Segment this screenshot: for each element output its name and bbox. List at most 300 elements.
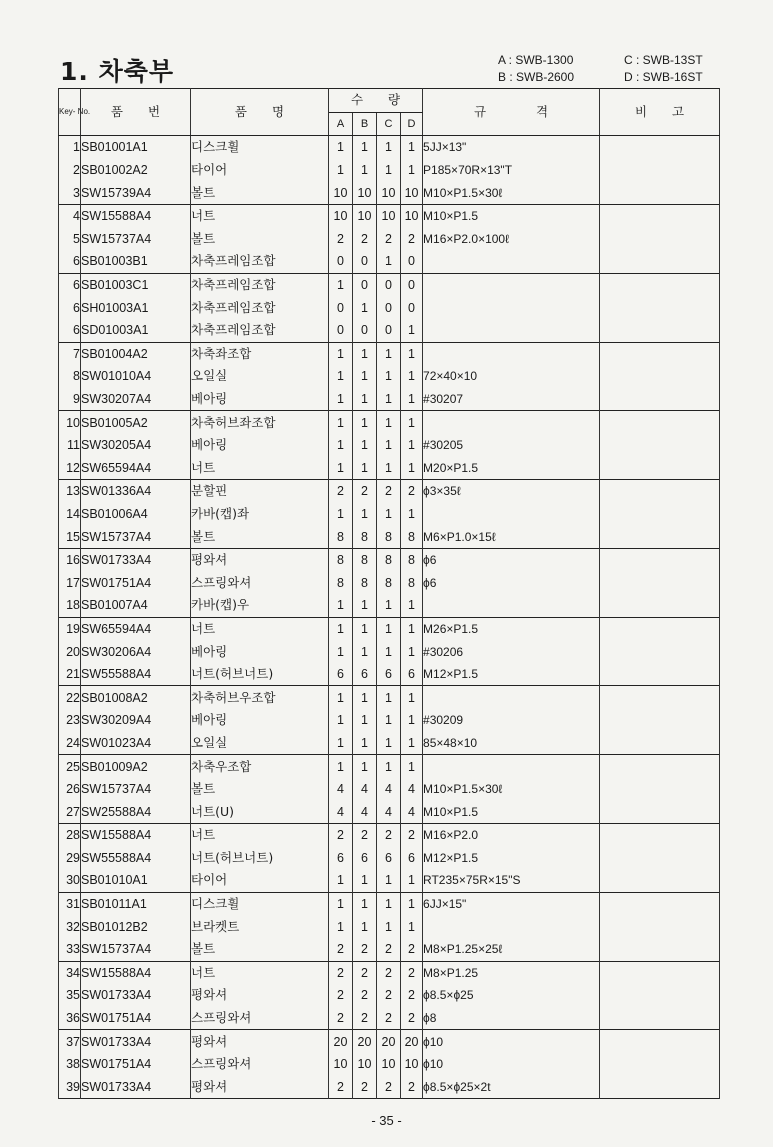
cell-part-no: SW15737A4 — [81, 228, 191, 251]
table-row — [59, 411, 720, 434]
cell-qty-b: 1 — [353, 640, 377, 663]
table-row — [59, 984, 720, 1007]
table-row — [59, 1007, 720, 1030]
cell-qty-d: 10 — [401, 181, 423, 204]
cell-remarks — [600, 915, 720, 938]
cell-part-name: 타이어 — [191, 159, 329, 182]
table-row — [59, 824, 720, 847]
cell-part-name: 볼트 — [191, 525, 329, 548]
table-row — [59, 159, 720, 182]
table-row — [59, 136, 720, 159]
cell-remarks — [600, 342, 720, 365]
cell-part-name: 카바(캡)좌 — [191, 503, 329, 526]
cell-qty-c: 1 — [377, 709, 401, 732]
cell-key-no: 13 — [59, 480, 81, 503]
cell-qty-a: 1 — [329, 709, 353, 732]
cell-part-name: 스프링와셔 — [191, 1007, 329, 1030]
cell-remarks — [600, 617, 720, 640]
cell-qty-c: 1 — [377, 594, 401, 617]
cell-qty-d: 1 — [401, 732, 423, 755]
cell-qty-a: 1 — [329, 411, 353, 434]
cell-spec — [423, 273, 600, 296]
cell-remarks — [600, 296, 720, 319]
cell-qty-c: 1 — [377, 457, 401, 480]
cell-spec: M10×P1.5×30ℓ — [423, 778, 600, 801]
cell-qty-c: 1 — [377, 250, 401, 273]
cell-remarks — [600, 961, 720, 984]
cell-qty-d: 2 — [401, 961, 423, 984]
table-row — [59, 847, 720, 870]
cell-key-no: 19 — [59, 617, 81, 640]
cell-qty-a: 10 — [329, 1053, 353, 1076]
table-row — [59, 961, 720, 984]
header-part-name: 품 명 — [191, 89, 329, 136]
page-number: - 35 - — [371, 1113, 402, 1128]
cell-qty-a: 1 — [329, 434, 353, 457]
cell-qty-d: 1 — [401, 640, 423, 663]
cell-part-no: SB01012B2 — [81, 915, 191, 938]
cell-qty-c: 1 — [377, 892, 401, 915]
table-row — [59, 319, 720, 342]
cell-qty-d: 1 — [401, 411, 423, 434]
cell-key-no: 15 — [59, 525, 81, 548]
cell-qty-d: 8 — [401, 571, 423, 594]
cell-qty-d: 1 — [401, 342, 423, 365]
cell-qty-b: 1 — [353, 159, 377, 182]
table-row — [59, 548, 720, 571]
cell-remarks — [600, 250, 720, 273]
cell-remarks — [600, 663, 720, 686]
cell-spec: #30209 — [423, 709, 600, 732]
cell-qty-d: 0 — [401, 250, 423, 273]
cell-remarks — [600, 984, 720, 1007]
cell-key-no: 11 — [59, 434, 81, 457]
cell-spec: M20×P1.5 — [423, 457, 600, 480]
cell-qty-c: 2 — [377, 824, 401, 847]
cell-remarks — [600, 824, 720, 847]
cell-remarks — [600, 686, 720, 709]
cell-part-name: 차축프레임조합 — [191, 296, 329, 319]
cell-qty-a: 1 — [329, 640, 353, 663]
parts-table-body — [59, 136, 720, 1099]
cell-qty-c: 2 — [377, 961, 401, 984]
cell-qty-d: 10 — [401, 1053, 423, 1076]
legend-item-d: D : SWB-16ST — [624, 70, 703, 84]
cell-qty-b: 10 — [353, 204, 377, 227]
cell-qty-a: 1 — [329, 457, 353, 480]
cell-qty-a: 1 — [329, 755, 353, 778]
model-legend-left — [498, 52, 574, 86]
cell-qty-a: 8 — [329, 571, 353, 594]
cell-qty-a: 2 — [329, 1007, 353, 1030]
cell-key-no: 36 — [59, 1007, 81, 1030]
cell-remarks — [600, 273, 720, 296]
cell-qty-a: 2 — [329, 961, 353, 984]
cell-qty-c: 8 — [377, 525, 401, 548]
cell-qty-a: 2 — [329, 1076, 353, 1099]
cell-part-name: 너트(U) — [191, 800, 329, 823]
cell-remarks — [600, 1053, 720, 1076]
table-row — [59, 1076, 720, 1099]
cell-qty-c: 20 — [377, 1030, 401, 1053]
cell-qty-d: 1 — [401, 159, 423, 182]
cell-part-name: 너트 — [191, 204, 329, 227]
cell-qty-c: 8 — [377, 548, 401, 571]
cell-qty-c: 1 — [377, 365, 401, 388]
cell-spec: ϕ6 — [423, 571, 600, 594]
cell-key-no: 28 — [59, 824, 81, 847]
cell-qty-b: 2 — [353, 228, 377, 251]
cell-qty-c: 1 — [377, 136, 401, 159]
cell-part-name: 너트(허브너트) — [191, 663, 329, 686]
cell-part-no: SD01003A1 — [81, 319, 191, 342]
model-legend-right — [624, 52, 703, 86]
cell-remarks — [600, 1007, 720, 1030]
cell-remarks — [600, 571, 720, 594]
cell-part-name: 평와셔 — [191, 548, 329, 571]
cell-part-no: SW15588A4 — [81, 204, 191, 227]
cell-key-no: 30 — [59, 869, 81, 892]
cell-spec: M10×P1.5×30ℓ — [423, 181, 600, 204]
cell-qty-b: 1 — [353, 755, 377, 778]
cell-qty-c: 0 — [377, 319, 401, 342]
cell-part-no: SB01004A2 — [81, 342, 191, 365]
cell-remarks — [600, 525, 720, 548]
cell-spec: M10×P1.5 — [423, 800, 600, 823]
cell-qty-c: 1 — [377, 411, 401, 434]
cell-part-name: 베아링 — [191, 434, 329, 457]
cell-qty-d: 1 — [401, 755, 423, 778]
cell-part-name: 볼트 — [191, 938, 329, 961]
cell-part-name: 베아링 — [191, 640, 329, 663]
table-row — [59, 250, 720, 273]
cell-spec — [423, 296, 600, 319]
cell-qty-a: 20 — [329, 1030, 353, 1053]
legend-item-c: C : SWB-13ST — [624, 53, 703, 67]
cell-qty-d: 1 — [401, 594, 423, 617]
cell-key-no: 23 — [59, 709, 81, 732]
cell-qty-b: 0 — [353, 250, 377, 273]
cell-qty-a: 1 — [329, 365, 353, 388]
cell-part-name: 베아링 — [191, 709, 329, 732]
cell-qty-b: 1 — [353, 892, 377, 915]
cell-qty-a: 2 — [329, 984, 353, 1007]
cell-part-no: SB01003B1 — [81, 250, 191, 273]
cell-key-no: 6 — [59, 296, 81, 319]
cell-key-no: 31 — [59, 892, 81, 915]
cell-qty-d: 2 — [401, 1007, 423, 1030]
table-row — [59, 204, 720, 227]
cell-spec — [423, 342, 600, 365]
table-row — [59, 617, 720, 640]
cell-part-no: SW01733A4 — [81, 984, 191, 1007]
cell-key-no: 38 — [59, 1053, 81, 1076]
cell-remarks — [600, 503, 720, 526]
cell-spec — [423, 594, 600, 617]
cell-qty-d: 1 — [401, 709, 423, 732]
cell-qty-b: 2 — [353, 824, 377, 847]
cell-remarks — [600, 640, 720, 663]
cell-spec: ϕ8.5×ϕ25 — [423, 984, 600, 1007]
cell-qty-b: 8 — [353, 571, 377, 594]
cell-part-name: 차축좌조합 — [191, 342, 329, 365]
cell-qty-b: 4 — [353, 800, 377, 823]
cell-qty-d: 1 — [401, 915, 423, 938]
cell-key-no: 9 — [59, 388, 81, 411]
cell-remarks — [600, 365, 720, 388]
cell-qty-a: 1 — [329, 686, 353, 709]
cell-qty-b: 1 — [353, 915, 377, 938]
cell-qty-a: 1 — [329, 273, 353, 296]
cell-qty-b: 0 — [353, 273, 377, 296]
cell-qty-a: 2 — [329, 938, 353, 961]
cell-qty-d: 1 — [401, 136, 423, 159]
cell-part-name: 차축우조합 — [191, 755, 329, 778]
cell-key-no: 29 — [59, 847, 81, 870]
cell-qty-b: 1 — [353, 342, 377, 365]
page-title: 1. 차축부 — [60, 57, 175, 86]
cell-qty-b: 1 — [353, 869, 377, 892]
cell-remarks — [600, 388, 720, 411]
cell-part-name: 볼트 — [191, 778, 329, 801]
cell-qty-c: 1 — [377, 388, 401, 411]
cell-spec: ϕ10 — [423, 1053, 600, 1076]
cell-spec: M10×P1.5 — [423, 204, 600, 227]
cell-spec: 5JJ×13" — [423, 136, 600, 159]
cell-part-no: SW30209A4 — [81, 709, 191, 732]
cell-remarks — [600, 480, 720, 503]
cell-remarks — [600, 204, 720, 227]
cell-part-no: SW01751A4 — [81, 1007, 191, 1030]
cell-qty-a: 2 — [329, 824, 353, 847]
cell-qty-c: 1 — [377, 915, 401, 938]
cell-spec: M6×P1.0×15ℓ — [423, 525, 600, 548]
cell-spec: #30207 — [423, 388, 600, 411]
cell-qty-a: 1 — [329, 869, 353, 892]
cell-spec — [423, 411, 600, 434]
cell-part-no: SW55588A4 — [81, 663, 191, 686]
cell-spec: ϕ8 — [423, 1007, 600, 1030]
cell-remarks — [600, 847, 720, 870]
cell-qty-c: 1 — [377, 686, 401, 709]
cell-qty-d: 1 — [401, 365, 423, 388]
cell-qty-d: 1 — [401, 434, 423, 457]
cell-remarks — [600, 457, 720, 480]
cell-key-no: 1 — [59, 136, 81, 159]
cell-key-no: 39 — [59, 1076, 81, 1099]
cell-spec — [423, 503, 600, 526]
cell-qty-b: 1 — [353, 296, 377, 319]
cell-spec — [423, 686, 600, 709]
cell-spec — [423, 915, 600, 938]
table-row — [59, 800, 720, 823]
table-row — [59, 503, 720, 526]
table-row — [59, 869, 720, 892]
cell-part-no: SW15588A4 — [81, 824, 191, 847]
cell-remarks — [600, 411, 720, 434]
cell-key-no: 16 — [59, 548, 81, 571]
cell-remarks — [600, 709, 720, 732]
table-row — [59, 342, 720, 365]
cell-qty-a: 1 — [329, 892, 353, 915]
cell-key-no: 34 — [59, 961, 81, 984]
cell-qty-a: 1 — [329, 732, 353, 755]
cell-part-name: 베아링 — [191, 388, 329, 411]
cell-qty-d: 6 — [401, 663, 423, 686]
cell-qty-b: 6 — [353, 663, 377, 686]
cell-key-no: 24 — [59, 732, 81, 755]
cell-qty-b: 6 — [353, 847, 377, 870]
cell-qty-d: 1 — [401, 319, 423, 342]
cell-key-no: 6 — [59, 273, 81, 296]
cell-part-no: SB01009A2 — [81, 755, 191, 778]
cell-remarks — [600, 159, 720, 182]
cell-qty-a: 1 — [329, 136, 353, 159]
cell-key-no: 33 — [59, 938, 81, 961]
table-row — [59, 525, 720, 548]
cell-key-no: 18 — [59, 594, 81, 617]
cell-part-no: SW30206A4 — [81, 640, 191, 663]
table-row — [59, 457, 720, 480]
table-row — [59, 915, 720, 938]
cell-spec — [423, 755, 600, 778]
cell-key-no: 2 — [59, 159, 81, 182]
table-row — [59, 228, 720, 251]
cell-part-no: SW01751A4 — [81, 571, 191, 594]
cell-remarks — [600, 1076, 720, 1099]
cell-qty-a: 1 — [329, 159, 353, 182]
cell-key-no: 22 — [59, 686, 81, 709]
cell-qty-a: 6 — [329, 663, 353, 686]
cell-key-no: 3 — [59, 181, 81, 204]
table-row — [59, 388, 720, 411]
cell-qty-a: 1 — [329, 388, 353, 411]
cell-key-no: 7 — [59, 342, 81, 365]
cell-qty-c: 2 — [377, 984, 401, 1007]
cell-part-name: 너트(허브너트) — [191, 847, 329, 870]
cell-part-name: 차축프레임조합 — [191, 273, 329, 296]
cell-qty-b: 1 — [353, 434, 377, 457]
cell-part-name: 오일실 — [191, 365, 329, 388]
cell-part-no: SB01011A1 — [81, 892, 191, 915]
cell-qty-d: 0 — [401, 273, 423, 296]
cell-part-name: 볼트 — [191, 181, 329, 204]
cell-qty-b: 1 — [353, 503, 377, 526]
cell-part-name: 너트 — [191, 824, 329, 847]
cell-part-no: SW30205A4 — [81, 434, 191, 457]
cell-qty-d: 0 — [401, 296, 423, 319]
header-quantity: 수 량 — [329, 89, 423, 113]
cell-qty-c: 0 — [377, 273, 401, 296]
cell-qty-d: 2 — [401, 938, 423, 961]
cell-qty-c: 2 — [377, 228, 401, 251]
cell-key-no: 17 — [59, 571, 81, 594]
cell-qty-a: 1 — [329, 915, 353, 938]
cell-spec: ϕ6 — [423, 548, 600, 571]
cell-qty-a: 1 — [329, 594, 353, 617]
cell-qty-b: 1 — [353, 617, 377, 640]
header-remarks: 비 고 — [600, 89, 720, 136]
cell-remarks — [600, 778, 720, 801]
table-row — [59, 273, 720, 296]
cell-qty-a: 10 — [329, 204, 353, 227]
cell-part-no: SH01003A1 — [81, 296, 191, 319]
cell-qty-b: 8 — [353, 525, 377, 548]
cell-qty-c: 1 — [377, 617, 401, 640]
cell-part-no: SW01733A4 — [81, 1030, 191, 1053]
cell-spec: 6JJ×15" — [423, 892, 600, 915]
cell-key-no: 12 — [59, 457, 81, 480]
table-row — [59, 663, 720, 686]
parts-table — [58, 88, 720, 1099]
cell-qty-a: 2 — [329, 480, 353, 503]
table-row — [59, 181, 720, 204]
cell-qty-b: 2 — [353, 480, 377, 503]
cell-qty-b: 1 — [353, 686, 377, 709]
cell-qty-b: 10 — [353, 1053, 377, 1076]
cell-spec — [423, 319, 600, 342]
cell-part-name: 너트 — [191, 961, 329, 984]
cell-part-no: SW15737A4 — [81, 778, 191, 801]
cell-key-no: 6 — [59, 319, 81, 342]
cell-part-no: SB01003C1 — [81, 273, 191, 296]
cell-spec: ϕ8.5×ϕ25×2t — [423, 1076, 600, 1099]
cell-qty-a: 1 — [329, 503, 353, 526]
cell-qty-a: 4 — [329, 778, 353, 801]
cell-qty-d: 2 — [401, 824, 423, 847]
cell-qty-b: 2 — [353, 1076, 377, 1099]
cell-qty-d: 2 — [401, 984, 423, 1007]
cell-qty-c: 2 — [377, 938, 401, 961]
cell-qty-a: 2 — [329, 228, 353, 251]
cell-key-no: 35 — [59, 984, 81, 1007]
cell-qty-d: 1 — [401, 892, 423, 915]
cell-qty-a: 0 — [329, 296, 353, 319]
cell-qty-c: 0 — [377, 296, 401, 319]
cell-qty-b: 1 — [353, 457, 377, 480]
cell-spec: M16×P2.0 — [423, 824, 600, 847]
cell-qty-d: 2 — [401, 480, 423, 503]
header-spec: 규 격 — [423, 89, 600, 136]
cell-qty-c: 1 — [377, 342, 401, 365]
header-key-no: Key- No. — [59, 89, 81, 136]
cell-qty-c: 4 — [377, 778, 401, 801]
cell-qty-d: 1 — [401, 457, 423, 480]
table-row — [59, 1053, 720, 1076]
legend-item-a: A : SWB-1300 — [498, 53, 574, 67]
cell-spec: 85×48×10 — [423, 732, 600, 755]
cell-part-no: SW01023A4 — [81, 732, 191, 755]
header-qty-b: B — [353, 112, 377, 136]
cell-qty-d: 20 — [401, 1030, 423, 1053]
cell-qty-d: 4 — [401, 800, 423, 823]
cell-part-no: SW65594A4 — [81, 617, 191, 640]
cell-spec: M12×P1.5 — [423, 663, 600, 686]
cell-key-no: 10 — [59, 411, 81, 434]
cell-qty-d: 1 — [401, 617, 423, 640]
cell-qty-a: 1 — [329, 342, 353, 365]
cell-qty-d: 6 — [401, 847, 423, 870]
cell-part-name: 브라켓트 — [191, 915, 329, 938]
cell-part-no: SB01005A2 — [81, 411, 191, 434]
table-row — [59, 892, 720, 915]
cell-qty-b: 1 — [353, 388, 377, 411]
cell-remarks — [600, 594, 720, 617]
cell-qty-b: 1 — [353, 594, 377, 617]
cell-part-no: SB01001A1 — [81, 136, 191, 159]
cell-key-no: 4 — [59, 204, 81, 227]
cell-part-name: 디스크휠 — [191, 892, 329, 915]
